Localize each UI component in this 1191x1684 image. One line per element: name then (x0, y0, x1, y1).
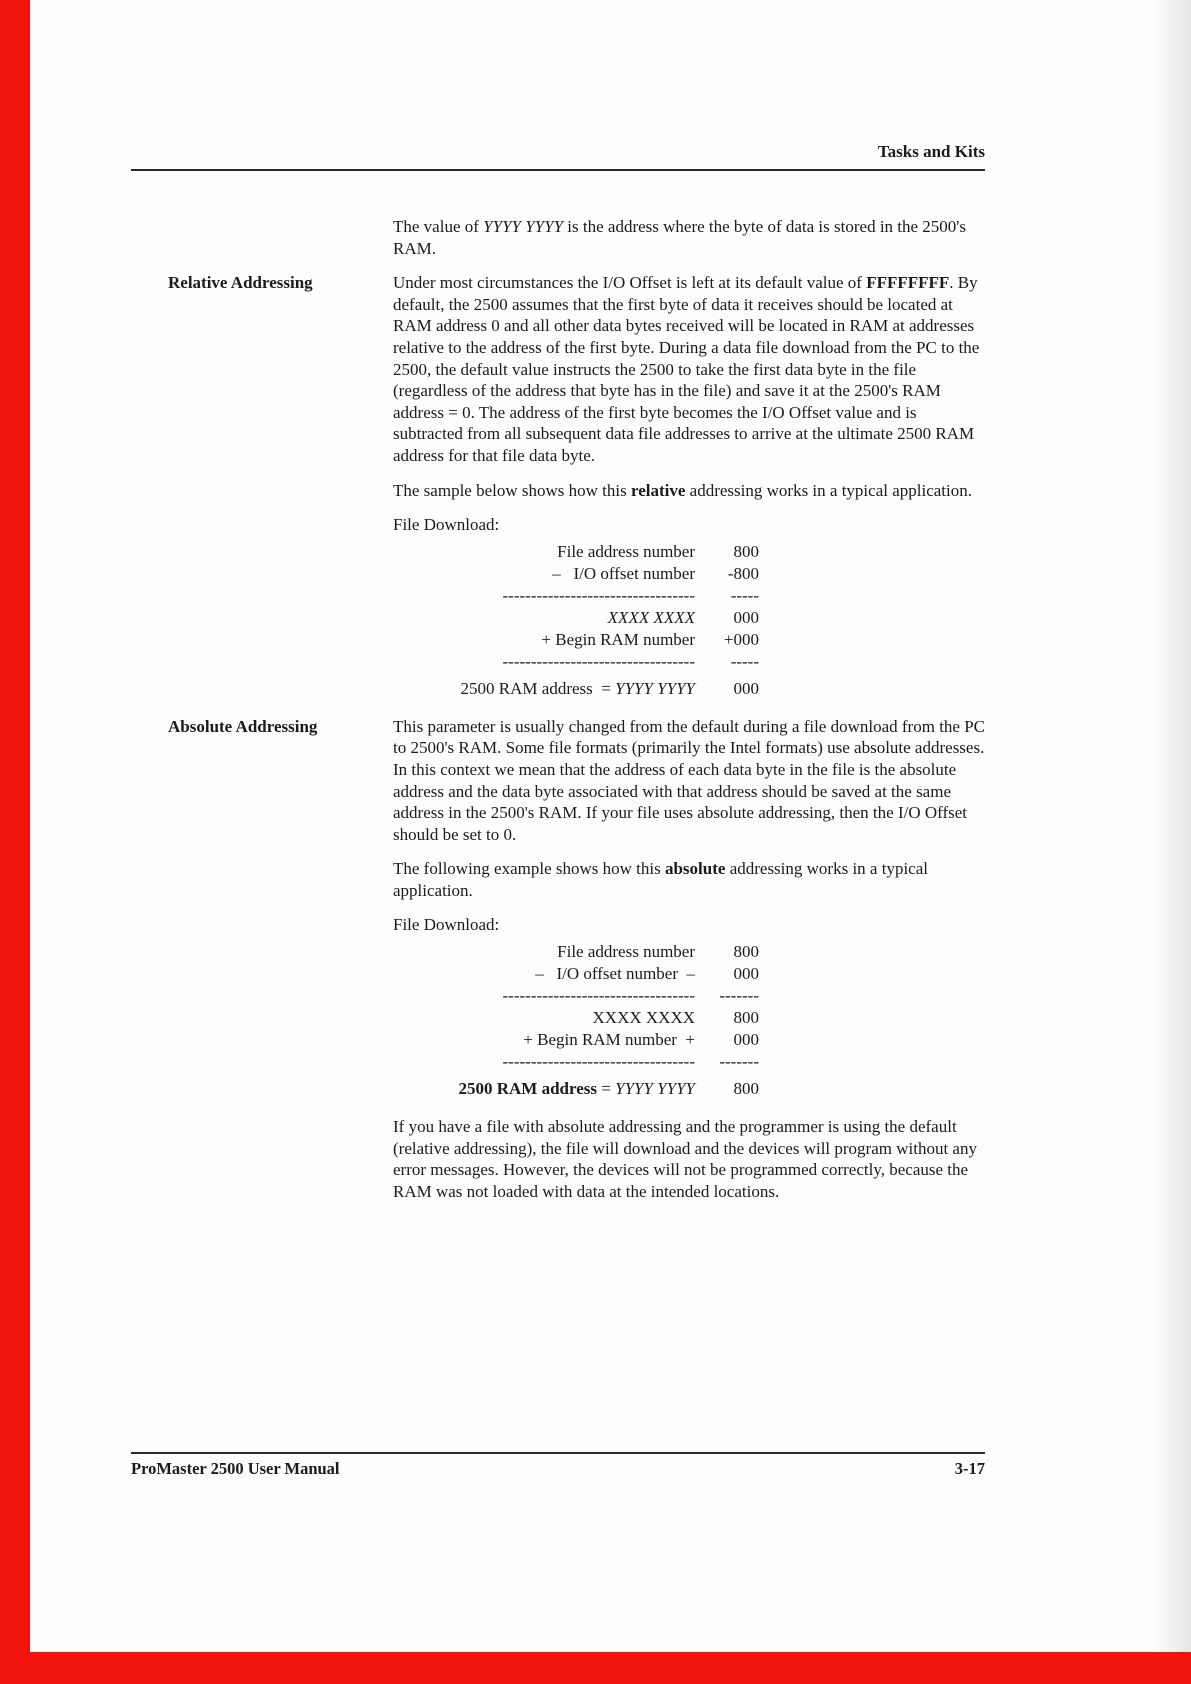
paragraph-absolute-3: If you have a file with absolute addressing and the programmer is using the default (relative addressing), the file will download and the devices will program without any error messages. However, the devices will not be programmed correctly, because the RAM was not loaded with data at the intended locations. (393, 1117, 977, 1201)
text-run: addressing works in a typical application. (685, 480, 972, 500)
italic-run: YYYY YYYY (483, 217, 564, 236)
footer-manual-title: ProMaster 2500 User Manual (131, 1459, 340, 1478)
text-run: The following example shows how this (393, 859, 665, 879)
calc-label: + Begin RAM number + (523, 1030, 695, 1050)
calc-divider: ------- (719, 1052, 759, 1072)
paragraph-relative-1 (393, 272, 988, 466)
paragraph-relative-2 (393, 480, 988, 502)
text-run: 2500 RAM address = (460, 678, 616, 698)
calc-value: +000 (723, 629, 759, 649)
bottom-edge-red-bar (0, 1652, 1191, 1684)
paragraph-absolute-1: This parameter is usually changed from the default during a file download from the PC to 2500's RAM. Some file formats (primarily the Intel formats) use absolute addresses. In this context we mean that the address of each data byte in the file is the absolute address and the data byte associated with that address should be saved at the same address in the 2500's RAM. If your file uses absolute addressing, then the I/O Offset should be set to 0. (393, 716, 986, 844)
bold-run: FFFFFFFF (866, 273, 950, 293)
calc-label: File address number (557, 541, 695, 561)
text-run: is the address where the byte of data is stored in the 2500's RAM. (393, 217, 966, 258)
italic-run: YYYY YYYY (615, 678, 695, 698)
bold-run: 2500 RAM address (458, 1079, 598, 1099)
calc-result-label (393, 1078, 695, 1100)
text-run: . By default, the 2500 assumes that the first byte of data it receives should be located at RAM address 0 and all other data bytes received will be located in RAM at addresses relative to the address of the first byte. During a data file download from the PC to the 2500, the default value instructs the 2500 to take the first data byte in the file (regardless of the address that byte has in the file) and save it at the 2500's RAM address = 0. The address of the first byte becomes the I/O Offset value and is subtracted from all subsequent data file addresses to arrive at the ultimate 2500 RAM address for that file data byte. (393, 273, 980, 465)
paragraph-intro (393, 216, 988, 259)
relative-addressing-row (168, 272, 988, 716)
calc-divider: ---------------------------------- (502, 585, 695, 605)
calc-label: – I/O offset number – (535, 964, 695, 984)
calc-result-value: 800 (733, 1079, 759, 1099)
calc-label: File address number (557, 942, 695, 962)
calc-divider: ------- (719, 986, 759, 1006)
page-content (168, 216, 988, 1215)
scan-shadow-right (1153, 0, 1191, 1684)
calc-value: 800 (733, 541, 759, 561)
absolute-addressing-row (168, 716, 988, 1216)
calc-divider: ---------------------------------- (502, 1052, 695, 1072)
calc-label: – I/O offset number (552, 563, 695, 583)
calc-result-label (393, 678, 695, 700)
absolute-calculation (393, 941, 988, 1100)
calc-label: XXXX XXXX (592, 1008, 695, 1028)
running-header: Tasks and Kits (877, 142, 985, 161)
calc-value: -800 (727, 563, 759, 583)
calc-value: 800 (733, 942, 759, 962)
calc-value: 800 (733, 1008, 759, 1028)
file-download-label: File Download: (393, 515, 500, 535)
intro-row (168, 216, 988, 272)
margin-spacer (168, 216, 393, 272)
header-rule (131, 169, 985, 171)
calc-divider: ---------------------------------- (502, 651, 695, 671)
file-download-label: File Download: (393, 915, 500, 935)
section-heading-absolute: Absolute Addressing (168, 716, 318, 736)
calc-divider: ---------------------------------- (502, 986, 695, 1006)
text-run: The sample below shows how this (393, 480, 631, 500)
footer-page-number: 3-17 (954, 1459, 985, 1478)
calc-divider: ----- (730, 651, 759, 671)
italic-run: XXXX XXXX (607, 607, 695, 627)
italic-run: YYYY YYYY (615, 1079, 695, 1099)
section-heading-relative: Relative Addressing (168, 273, 313, 293)
text-run: Under most circumstances the I/O Offset is left at its default value of (393, 273, 867, 293)
bold-run: absolute (664, 859, 726, 879)
left-edge-red-bar (0, 0, 30, 1684)
text-run: addressing works in a typical application. (393, 859, 928, 900)
footer-rule (131, 1452, 985, 1454)
calc-divider: ----- (730, 585, 759, 605)
text-run: = (597, 1079, 616, 1099)
calc-label: + Begin RAM number (541, 629, 695, 649)
paragraph-absolute-2 (393, 858, 988, 901)
calc-label (393, 607, 695, 629)
calc-value: 000 (733, 607, 759, 627)
calc-value: 000 (733, 964, 759, 984)
relative-calculation (393, 541, 988, 700)
bold-run: relative (630, 480, 686, 500)
calc-result-value: 000 (733, 678, 759, 698)
text-run: The value of (393, 217, 484, 236)
calc-value: 000 (733, 1030, 759, 1050)
